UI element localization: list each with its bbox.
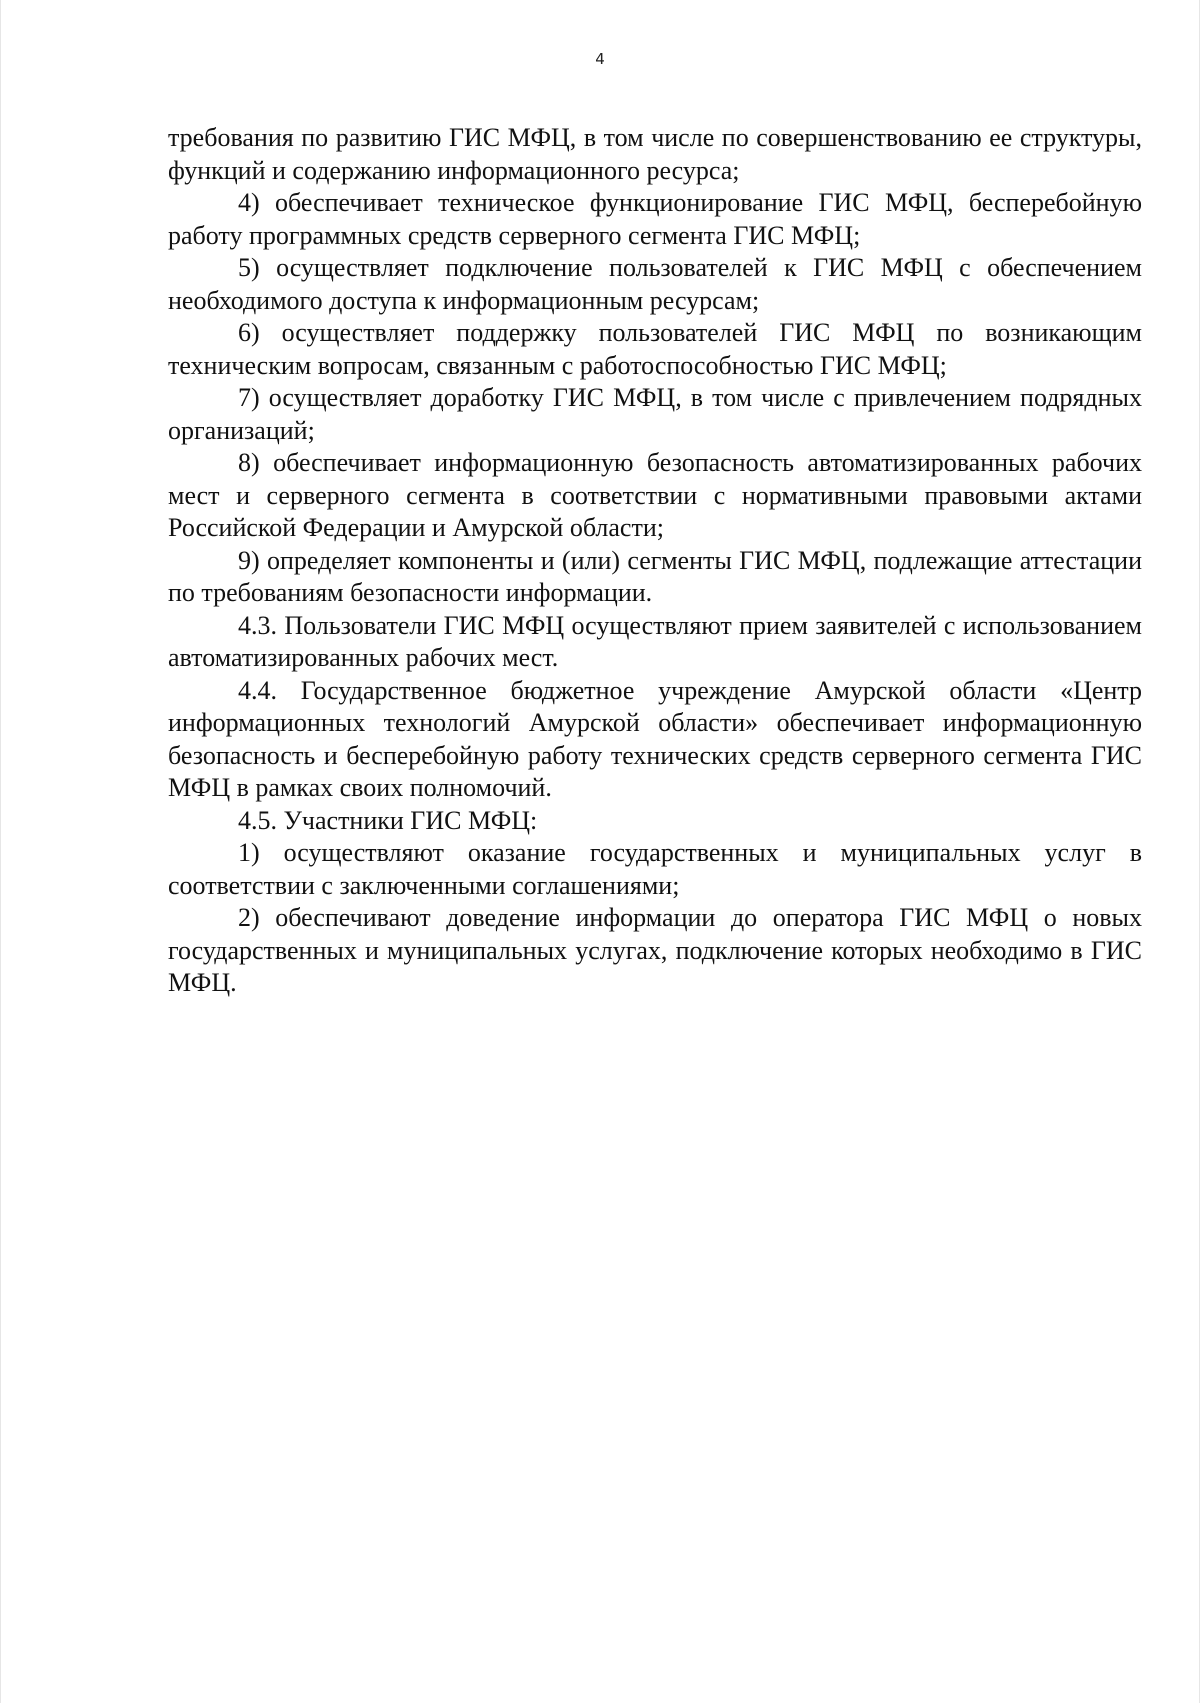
page-number: 4	[595, 50, 605, 68]
paragraph-item-4: 4) обеспечивает техническое функционирование ГИС МФЦ, бесперебойную работу программных средств серверного сегмента ГИС МФЦ;	[168, 188, 1142, 250]
paragraph-section-4-4: 4.4. Государственное бюджетное учреждение Амурской области «Центр информационных технологий Амурской области» обеспечивает информационную безопасность и бесперебойную работу технических средств серверного сегмента ГИС МФЦ в рамках своих полномочий.	[168, 675, 1142, 802]
paragraph-item-8: 8) обеспечивает информационную безопасность автоматизированных рабочих мест и серверного сегмента в соответствии с нормативными правовыми актами Российской Федерации и Амурской области;	[168, 448, 1142, 542]
paragraph-item-7: 7) осуществляет доработку ГИС МФЦ, в том числе с привлечением подрядных организаций;	[168, 383, 1142, 445]
paragraph-continuation: требования по развитию ГИС МФЦ, в том числе по совершенствованию ее структуры, функций и содержанию информационного ресурса;	[168, 123, 1142, 185]
paragraph-section-4-5: 4.5. Участники ГИС МФЦ:	[238, 805, 538, 835]
document-body	[168, 122, 1142, 1000]
paragraph-section-4-3: 4.3. Пользователи ГИС МФЦ осуществляют прием заявителей с использованием автоматизированных рабочих мест.	[168, 610, 1142, 672]
left-scan-edge	[0, 0, 1, 1703]
paragraph-item-5: 5) осуществляет подключение пользователей к ГИС МФЦ с обеспечением необходимого доступа к информационным ресурсам;	[168, 253, 1142, 315]
paragraph-item-6: 6) осуществляет поддержку пользователей ГИС МФЦ по возникающим техническим вопросам, связанным с работоспособностью ГИС МФЦ;	[168, 318, 1142, 380]
paragraph-participants-item-2: 2) обеспечивают доведение информации до оператора ГИС МФЦ о новых государственных и муниципальных услугах, подключение которых необходимо в ГИС МФЦ.	[168, 903, 1142, 997]
paragraph-participants-item-1: 1) осуществляют оказание государственных и муниципальных услуг в соответствии с заключенными соглашениями;	[168, 838, 1142, 900]
paragraph-item-9: 9) определяет компоненты и (или) сегменты ГИС МФЦ, подлежащие аттестации по требованиям безопасности информации.	[168, 545, 1142, 607]
